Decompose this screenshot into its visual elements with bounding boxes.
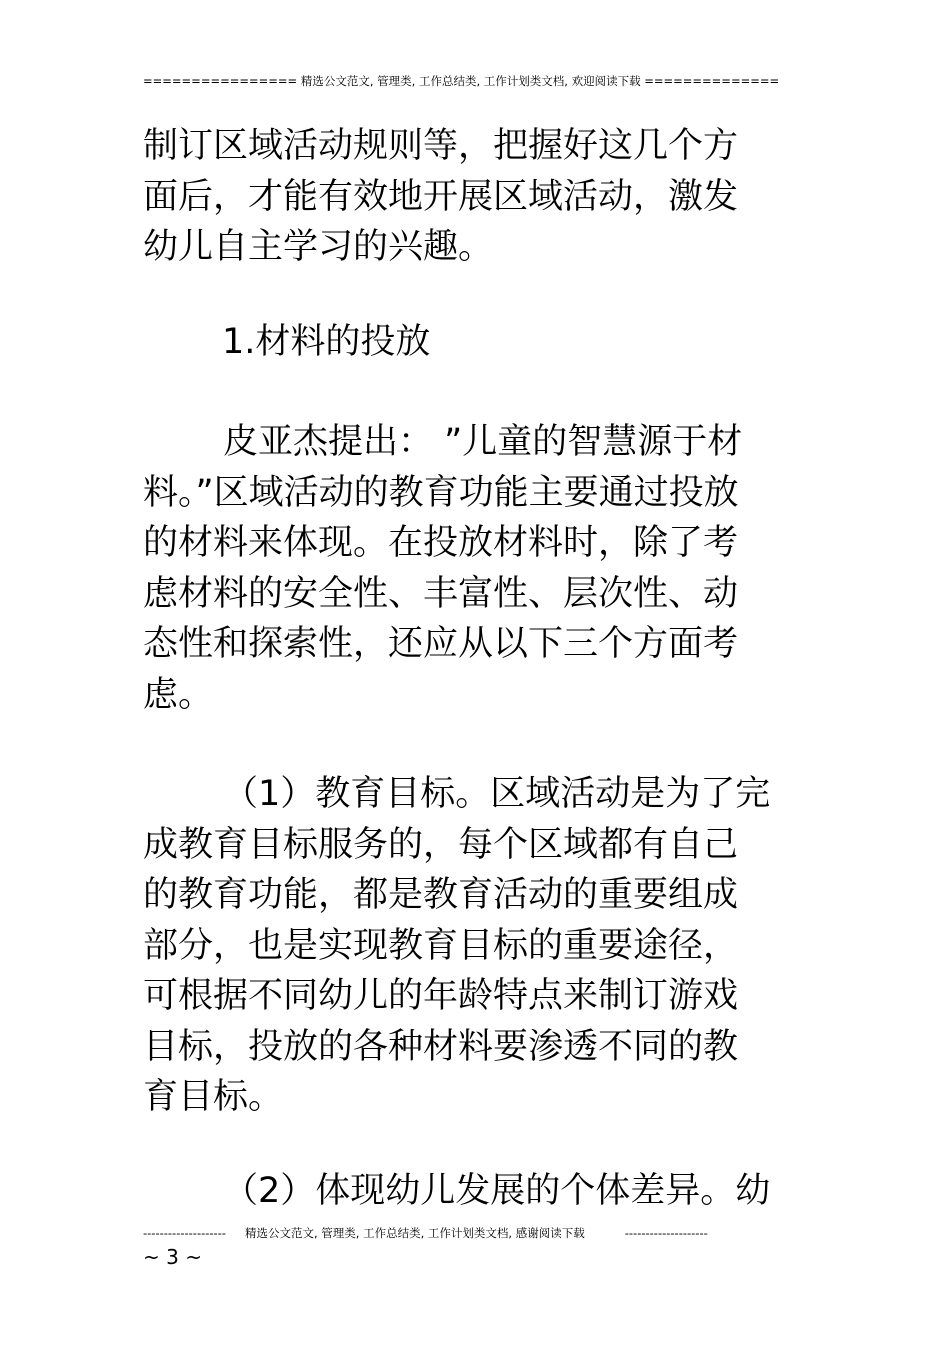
text-line: 的材料来体现。在投放材料时，除了考 xyxy=(143,523,739,563)
text-line: 态性和探索性，还应从以下三个方面考 xyxy=(143,624,739,664)
text-line: 部分，也是实现教育目标的重要途径， xyxy=(143,925,739,966)
text-line: （1）教育目标。区域活动是为了完 xyxy=(223,774,771,814)
paragraph-individual-differences xyxy=(143,1166,783,1217)
text-line: 面后，才能有效地开展区域活动，激发 xyxy=(143,176,739,217)
text-line: 育目标。 xyxy=(143,1077,284,1117)
footer-dashes-right: -------------------- xyxy=(624,1226,708,1240)
text-line: 制订区域活动规则等，把握好这几个方 xyxy=(143,126,739,166)
text-line: 料。”区域活动的教育功能主要通过投放 xyxy=(143,472,739,513)
text-line: 可根据不同幼儿的年龄特点来制订游戏 xyxy=(143,976,739,1016)
text-line: 幼儿自主学习的兴趣。 xyxy=(143,227,494,267)
paragraph-intro-continued xyxy=(143,121,783,273)
text-line: 虑。 xyxy=(143,674,214,715)
page-header: ================ 精选公文范文, 管理类, 工作总结类, 工作计划类文档, 欢迎阅读下载 ============== xyxy=(143,74,780,88)
section-heading: 1.材料的投放 xyxy=(222,322,431,362)
text-line: （2）体现幼儿发展的个体差异。幼 xyxy=(223,1171,771,1211)
text-line: 目标，投放的各种材料要渗透不同的教 xyxy=(143,1026,739,1067)
paragraph-education-goals xyxy=(143,769,783,1123)
text-line: 成教育目标服务的，每个区域都有自己 xyxy=(143,824,739,865)
text-line: 虑材料的安全性、丰富性、层次性、动 xyxy=(143,573,739,614)
footer-text: 精选公文范文, 管理类, 工作总结类, 工作计划类文档, 感谢阅读下载 xyxy=(245,1226,585,1240)
text-line: 皮亚杰提出： ”儿童的智慧源于材 xyxy=(223,422,743,462)
text-line: 的教育功能，都是教育活动的重要组成 xyxy=(143,875,739,915)
footer-dashes-left: -------------------- xyxy=(143,1226,226,1240)
page-number: ~ 3 ~ xyxy=(143,1245,202,1269)
paragraph-piaget xyxy=(143,417,783,720)
page-footer xyxy=(143,1224,783,1242)
